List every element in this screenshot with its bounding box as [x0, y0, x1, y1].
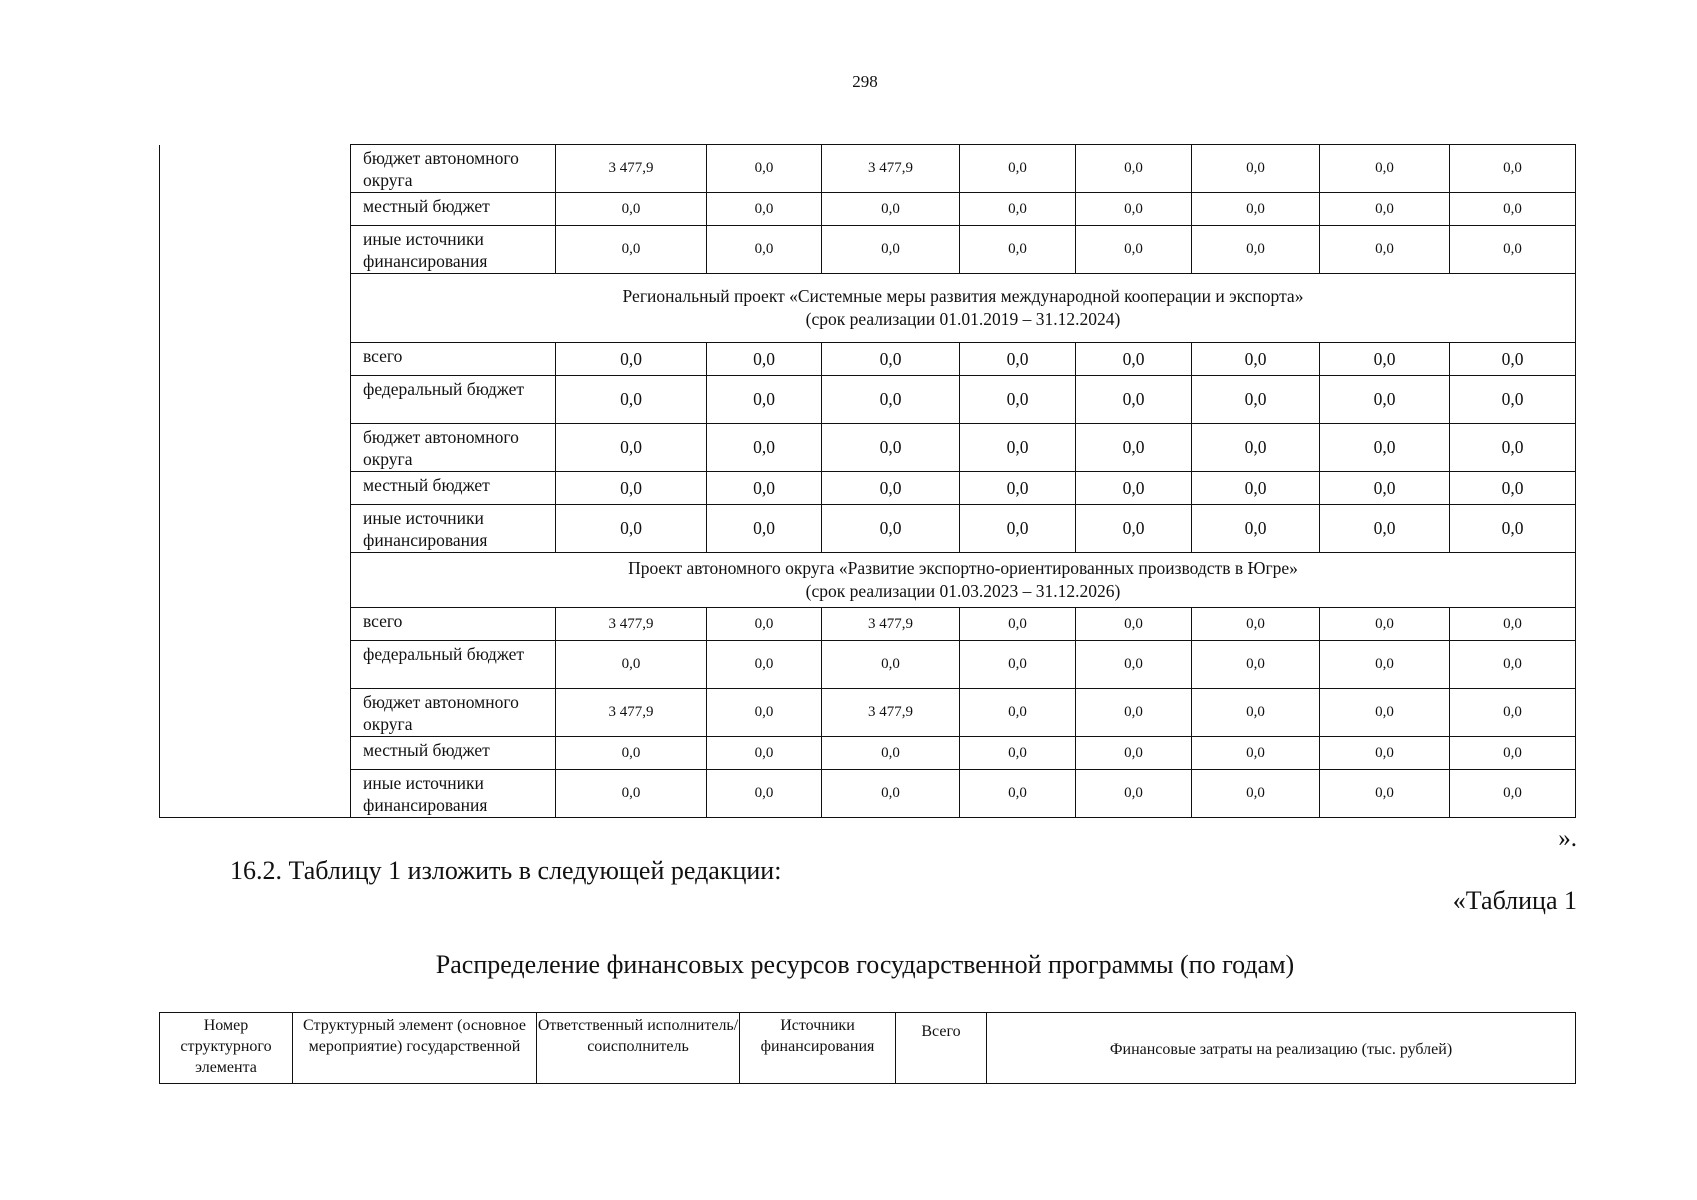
amount-cell: 0,0	[707, 424, 822, 472]
amount-cell: 0,0	[960, 343, 1076, 376]
amount-cell: 0,0	[556, 424, 707, 472]
amount-cell: 0,0	[1320, 343, 1450, 376]
table-title: Распределение финансовых ресурсов государственной программы (по годам)	[435, 950, 1295, 979]
table-row	[160, 641, 1576, 689]
amount-cell: 0,0	[707, 689, 822, 737]
amount-cell: 0,0	[1076, 505, 1192, 553]
amount-cell: 0,0	[707, 505, 822, 553]
amount-cell: 0,0	[556, 226, 707, 274]
amount-cell: 0,0	[822, 226, 960, 274]
amount-cell: 0,0	[822, 505, 960, 553]
amount-cell: 0,0	[960, 226, 1076, 274]
amount-cell: 0,0	[1076, 376, 1192, 424]
funding-source-label: бюджет автономного округа	[351, 689, 556, 737]
amount-cell: 0,0	[1192, 737, 1320, 770]
funding-source-label: всего	[351, 343, 556, 376]
amount-cell: 0,0	[1076, 424, 1192, 472]
amount-cell: 0,0	[1320, 193, 1450, 226]
header-structure-number: Номер структурного элемента	[160, 1013, 293, 1084]
amount-cell: 0,0	[1076, 226, 1192, 274]
amount-cell: 0,0	[556, 641, 707, 689]
table-row	[160, 505, 1576, 553]
amount-cell: 0,0	[822, 641, 960, 689]
section-header-row	[160, 274, 1576, 343]
header-financial-costs: Финансовые затраты на реализацию (тыс. рублей)	[987, 1013, 1576, 1084]
amount-cell: 0,0	[1192, 472, 1320, 505]
amount-cell: 0,0	[1192, 193, 1320, 226]
table-row	[160, 472, 1576, 505]
header-responsible: Ответственный исполнитель/ соисполнитель	[537, 1013, 740, 1084]
table-row	[160, 145, 1576, 193]
funding-source-label: федеральный бюджет	[351, 376, 556, 424]
funding-source-label: иные источники финансирования	[351, 226, 556, 274]
amount-cell: 0,0	[1450, 770, 1576, 818]
empty-structure-cell	[160, 145, 351, 818]
funding-source-label: местный бюджет	[351, 737, 556, 770]
amount-cell: 0,0	[1450, 608, 1576, 641]
amount-cell: 0,0	[1450, 472, 1576, 505]
amount-cell: 0,0	[1076, 641, 1192, 689]
funding-source-label: бюджет автономного округа	[351, 145, 556, 193]
table-row	[160, 343, 1576, 376]
amount-cell: 0,0	[707, 608, 822, 641]
closing-quote: ».	[1558, 825, 1577, 852]
amount-cell: 0,0	[556, 376, 707, 424]
amount-cell: 0,0	[822, 424, 960, 472]
amount-cell: 0,0	[1320, 608, 1450, 641]
amount-cell: 0,0	[1076, 472, 1192, 505]
amount-cell: 0,0	[1320, 641, 1450, 689]
amount-cell: 0,0	[1320, 472, 1450, 505]
header-total: Всего	[896, 1013, 987, 1084]
funding-table-continuation	[159, 144, 1576, 818]
amount-cell: 0,0	[822, 472, 960, 505]
funding-source-label: бюджет автономного округа	[351, 424, 556, 472]
instruction-text: 16.2. Таблицу 1 изложить в следующей редакции:	[230, 856, 782, 885]
amount-cell: 0,0	[707, 343, 822, 376]
amount-cell: 0,0	[556, 193, 707, 226]
amount-cell: 0,0	[707, 641, 822, 689]
amount-cell: 0,0	[1450, 737, 1576, 770]
table-row	[160, 226, 1576, 274]
amount-cell: 3 477,9	[556, 145, 707, 193]
table-row	[160, 689, 1576, 737]
amount-cell: 0,0	[556, 505, 707, 553]
amount-cell: 0,0	[1192, 343, 1320, 376]
amount-cell: 0,0	[822, 376, 960, 424]
section-title-line2: (срок реализации 01.01.2019 – 31.12.2024)	[805, 309, 1121, 329]
amount-cell: 3 477,9	[822, 689, 960, 737]
amount-cell: 0,0	[1192, 505, 1320, 553]
table-1-header	[159, 1012, 1576, 1084]
amount-cell: 0,0	[1076, 343, 1192, 376]
amount-cell: 0,0	[1450, 505, 1576, 553]
amount-cell: 0,0	[1192, 226, 1320, 274]
amount-cell: 0,0	[1320, 376, 1450, 424]
table-row	[160, 770, 1576, 818]
amount-cell: 0,0	[960, 770, 1076, 818]
amount-cell: 3 477,9	[822, 608, 960, 641]
amount-cell: 0,0	[707, 193, 822, 226]
amount-cell: 0,0	[960, 505, 1076, 553]
amount-cell: 0,0	[556, 770, 707, 818]
amount-cell: 0,0	[556, 737, 707, 770]
amount-cell: 0,0	[1320, 145, 1450, 193]
amount-cell: 0,0	[1450, 145, 1576, 193]
amount-cell: 0,0	[960, 689, 1076, 737]
amount-cell: 0,0	[960, 472, 1076, 505]
amount-cell: 0,0	[1076, 770, 1192, 818]
amount-cell: 0,0	[1320, 689, 1450, 737]
amount-cell: 0,0	[960, 193, 1076, 226]
amount-cell: 0,0	[960, 737, 1076, 770]
funding-source-label: иные источники финансирования	[351, 505, 556, 553]
table-row	[160, 193, 1576, 226]
section-title	[351, 274, 1576, 343]
amount-cell: 0,0	[1076, 689, 1192, 737]
funding-source-label: федеральный бюджет	[351, 641, 556, 689]
amount-cell: 0,0	[707, 376, 822, 424]
section-title-line1: Региональный проект «Системные меры развития международной кооперации и экспорта»	[622, 286, 1304, 306]
amount-cell: 0,0	[1192, 145, 1320, 193]
table-row	[160, 737, 1576, 770]
funding-source-label: иные источники финансирования	[351, 770, 556, 818]
amount-cell: 0,0	[1192, 424, 1320, 472]
amount-cell: 0,0	[1450, 689, 1576, 737]
amount-cell: 0,0	[707, 770, 822, 818]
amount-cell: 0,0	[1192, 641, 1320, 689]
section-header-row	[160, 553, 1576, 608]
amount-cell: 0,0	[1450, 376, 1576, 424]
amount-cell: 0,0	[1076, 608, 1192, 641]
amount-cell: 0,0	[556, 343, 707, 376]
amount-cell: 0,0	[1450, 641, 1576, 689]
amount-cell: 3 477,9	[556, 689, 707, 737]
amount-cell: 0,0	[960, 424, 1076, 472]
funding-source-label: местный бюджет	[351, 193, 556, 226]
header-funding-sources: Источники финансирования	[740, 1013, 896, 1084]
amount-cell: 0,0	[1320, 424, 1450, 472]
amount-cell: 3 477,9	[556, 608, 707, 641]
amount-cell: 0,0	[822, 193, 960, 226]
funding-source-label: местный бюджет	[351, 472, 556, 505]
table-label: «Таблица 1	[1452, 886, 1577, 915]
amount-cell: 0,0	[1192, 770, 1320, 818]
table-row	[160, 424, 1576, 472]
amount-cell: 0,0	[960, 608, 1076, 641]
amount-cell: 0,0	[822, 770, 960, 818]
table-row	[160, 376, 1576, 424]
amount-cell: 0,0	[707, 145, 822, 193]
amount-cell: 0,0	[1192, 689, 1320, 737]
amount-cell: 0,0	[1076, 737, 1192, 770]
amount-cell: 0,0	[1450, 424, 1576, 472]
section-title-line2: (срок реализации 01.03.2023 – 31.12.2026)	[805, 581, 1121, 601]
page-number: 298	[852, 72, 878, 91]
amount-cell: 0,0	[960, 641, 1076, 689]
amount-cell: 3 477,9	[822, 145, 960, 193]
section-title-line1: Проект автономного округа «Развитие экспортно-ориентированных производств в Югре»	[628, 558, 1298, 578]
amount-cell: 0,0	[1450, 226, 1576, 274]
section-title	[351, 553, 1576, 608]
amount-cell: 0,0	[1320, 737, 1450, 770]
amount-cell: 0,0	[1320, 505, 1450, 553]
header-structure-element: Структурный элемент (основное мероприятие) государственной	[293, 1013, 537, 1084]
amount-cell: 0,0	[707, 472, 822, 505]
amount-cell: 0,0	[556, 472, 707, 505]
amount-cell: 0,0	[1076, 145, 1192, 193]
table-row	[160, 608, 1576, 641]
amount-cell: 0,0	[822, 343, 960, 376]
amount-cell: 0,0	[1450, 343, 1576, 376]
amount-cell: 0,0	[707, 737, 822, 770]
amount-cell: 0,0	[1192, 608, 1320, 641]
amount-cell: 0,0	[1320, 226, 1450, 274]
amount-cell: 0,0	[1320, 770, 1450, 818]
amount-cell: 0,0	[1192, 376, 1320, 424]
amount-cell: 0,0	[822, 737, 960, 770]
amount-cell: 0,0	[1076, 193, 1192, 226]
amount-cell: 0,0	[960, 376, 1076, 424]
funding-source-label: всего	[351, 608, 556, 641]
amount-cell: 0,0	[960, 145, 1076, 193]
amount-cell: 0,0	[1450, 193, 1576, 226]
amount-cell: 0,0	[707, 226, 822, 274]
